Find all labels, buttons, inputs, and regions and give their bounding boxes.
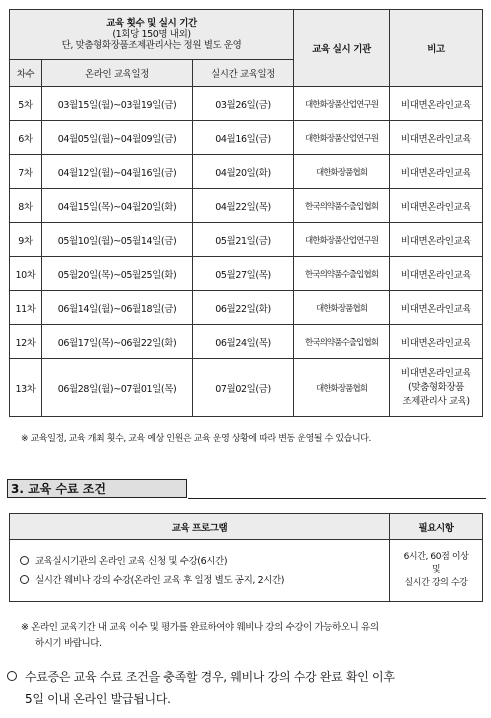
remark-line: (맞춤형화장품 [408,381,465,393]
remark-line: 조제관리사 교육) [402,395,470,407]
schedule-header-live: 실시간 교육일정 [193,60,294,87]
round-cell: 13차 [10,359,42,417]
section-title-underline [188,498,486,499]
live-cell: 06월22일(화) [193,291,294,325]
schedule-header-title: 교육 횟수 및 실시 기간 [106,18,197,29]
live-cell: 03월26일(금) [193,87,294,121]
live-cell: 05월27일(목) [193,257,294,291]
table-row [10,121,483,155]
circle-bullet-icon [20,575,29,584]
table-row [10,223,483,257]
online-cell: 03월15일(월)~03월19일(금) [42,87,193,121]
requirements-header-required: 필요시항 [390,514,483,540]
remark-line: 비대면온라인교육 [400,367,472,379]
table-row [10,325,483,359]
round-cell: 6차 [10,121,42,155]
section-title: 3. 교육 수료 조건 [7,479,187,498]
remark-cell: 비대면온라인교육 [390,223,483,257]
certificate-info [7,666,489,710]
remark-cell: 비대면온라인교육 [390,155,483,189]
completion-note [21,620,483,652]
requirements-header-program: 교육 프로그램 [10,514,390,540]
online-cell: 04월15일(목)~04월20일(화) [42,189,193,223]
schedule-header-round: 차수 [10,60,42,87]
remark-cell: 비대면온라인교육 [390,291,483,325]
table-row [10,359,483,417]
requirements-table [9,513,483,602]
online-cell: 05월20일(목)~05월25일(화) [42,257,193,291]
table-row [10,291,483,325]
online-cell: 06월28일(월)~07월01일(목) [42,359,193,417]
table-row [10,189,483,223]
live-cell: 04월22일(목) [193,189,294,223]
schedule-header-online: 온라인 교육일정 [42,60,193,87]
remark-cell: 비대면온라인교육 [390,87,483,121]
remark-cell [390,359,483,417]
round-cell: 8차 [10,189,42,223]
institution-cell: 한국의약품수출입협회 [294,189,390,223]
schedule-table [9,9,483,417]
institution-cell: 한국의약품수출입협회 [294,325,390,359]
round-cell: 9차 [10,223,42,257]
certificate-info-line: 수료증은 교육 수료 조건을 충족할 경우, 웨비나 강의 수강 완료 확인 이후 [25,670,395,684]
institution-cell: 한국의약품수출입협회 [294,257,390,291]
table-row [10,155,483,189]
round-cell: 10차 [10,257,42,291]
program-item-text: 실시간 웨비나 강의 수강(온라인 교육 후 일정 별도 공지, 2시간) [35,574,285,586]
institution-cell: 대한화장품산업연구원 [294,121,390,155]
list-item [20,571,389,590]
institution-cell: 대한화장품산업연구원 [294,223,390,257]
required-line: 및 [431,565,441,575]
round-cell: 12차 [10,325,42,359]
live-cell: 04월16일(금) [193,121,294,155]
table-row [10,257,483,291]
schedule-header-period [10,10,294,60]
schedule-header-remark: 비고 [390,10,483,87]
schedule-header-sub2: 단, 맞춤형화장품조제관리사는 정원 별도 운영 [61,40,242,51]
schedule-note: ※ 교육일정, 교육 개최 횟수, 교육 예상 인원은 교육 운영 상황에 따라 변동 운영될 수 있습니다. [21,434,372,444]
institution-cell: 대한화장품협회 [294,155,390,189]
round-cell: 5차 [10,87,42,121]
institution-cell: 대한화장품협회 [294,291,390,325]
live-cell: 07월02일(금) [193,359,294,417]
required-line: 실시간 강의 수강 [404,578,468,588]
remark-cell: 비대면온라인교육 [390,189,483,223]
online-cell: 04월12일(월)~04월16일(금) [42,155,193,189]
live-cell: 05월21일(금) [193,223,294,257]
required-line: 6시간, 60점 이상 [403,552,469,562]
list-item [20,552,389,571]
round-cell: 7차 [10,155,42,189]
online-cell: 06월17일(목)~06월22일(화) [42,325,193,359]
table-row [10,87,483,121]
online-cell: 04월05일(월)~04월09일(금) [42,121,193,155]
live-cell: 06월24일(목) [193,325,294,359]
circle-bullet-icon [20,556,29,565]
online-cell: 06월14일(월)~06월18일(금) [42,291,193,325]
remark-cell: 비대면온라인교육 [390,325,483,359]
program-item-text: 교육실시기관의 온라인 교육 신청 및 수강(6시간) [35,555,228,567]
required-cell [390,540,483,602]
circle-bullet-icon [7,671,17,681]
program-list [10,540,390,602]
completion-note-line: 하시기 바랍니다. [35,638,102,649]
remark-cell: 비대면온라인교육 [390,121,483,155]
live-cell: 04월20일(화) [193,155,294,189]
institution-cell: 대한화장품산업연구원 [294,87,390,121]
round-cell: 11차 [10,291,42,325]
schedule-header-sub1: (1회당 150명 내외) [112,29,191,40]
online-cell: 05월10일(월)~05월14일(금) [42,223,193,257]
remark-cell: 비대면온라인교육 [390,257,483,291]
certificate-info-line: 5일 이내 온라인 발급됩니다. [25,692,171,706]
schedule-header-institution: 교육 실시 기관 [294,10,390,87]
completion-note-line: ※ 온라인 교육기간 내 교육 이수 및 평가를 완료하여야 웨비나 강의 수강이 가능하오니 유의 [21,622,379,633]
institution-cell: 대한화장품협회 [294,359,390,417]
